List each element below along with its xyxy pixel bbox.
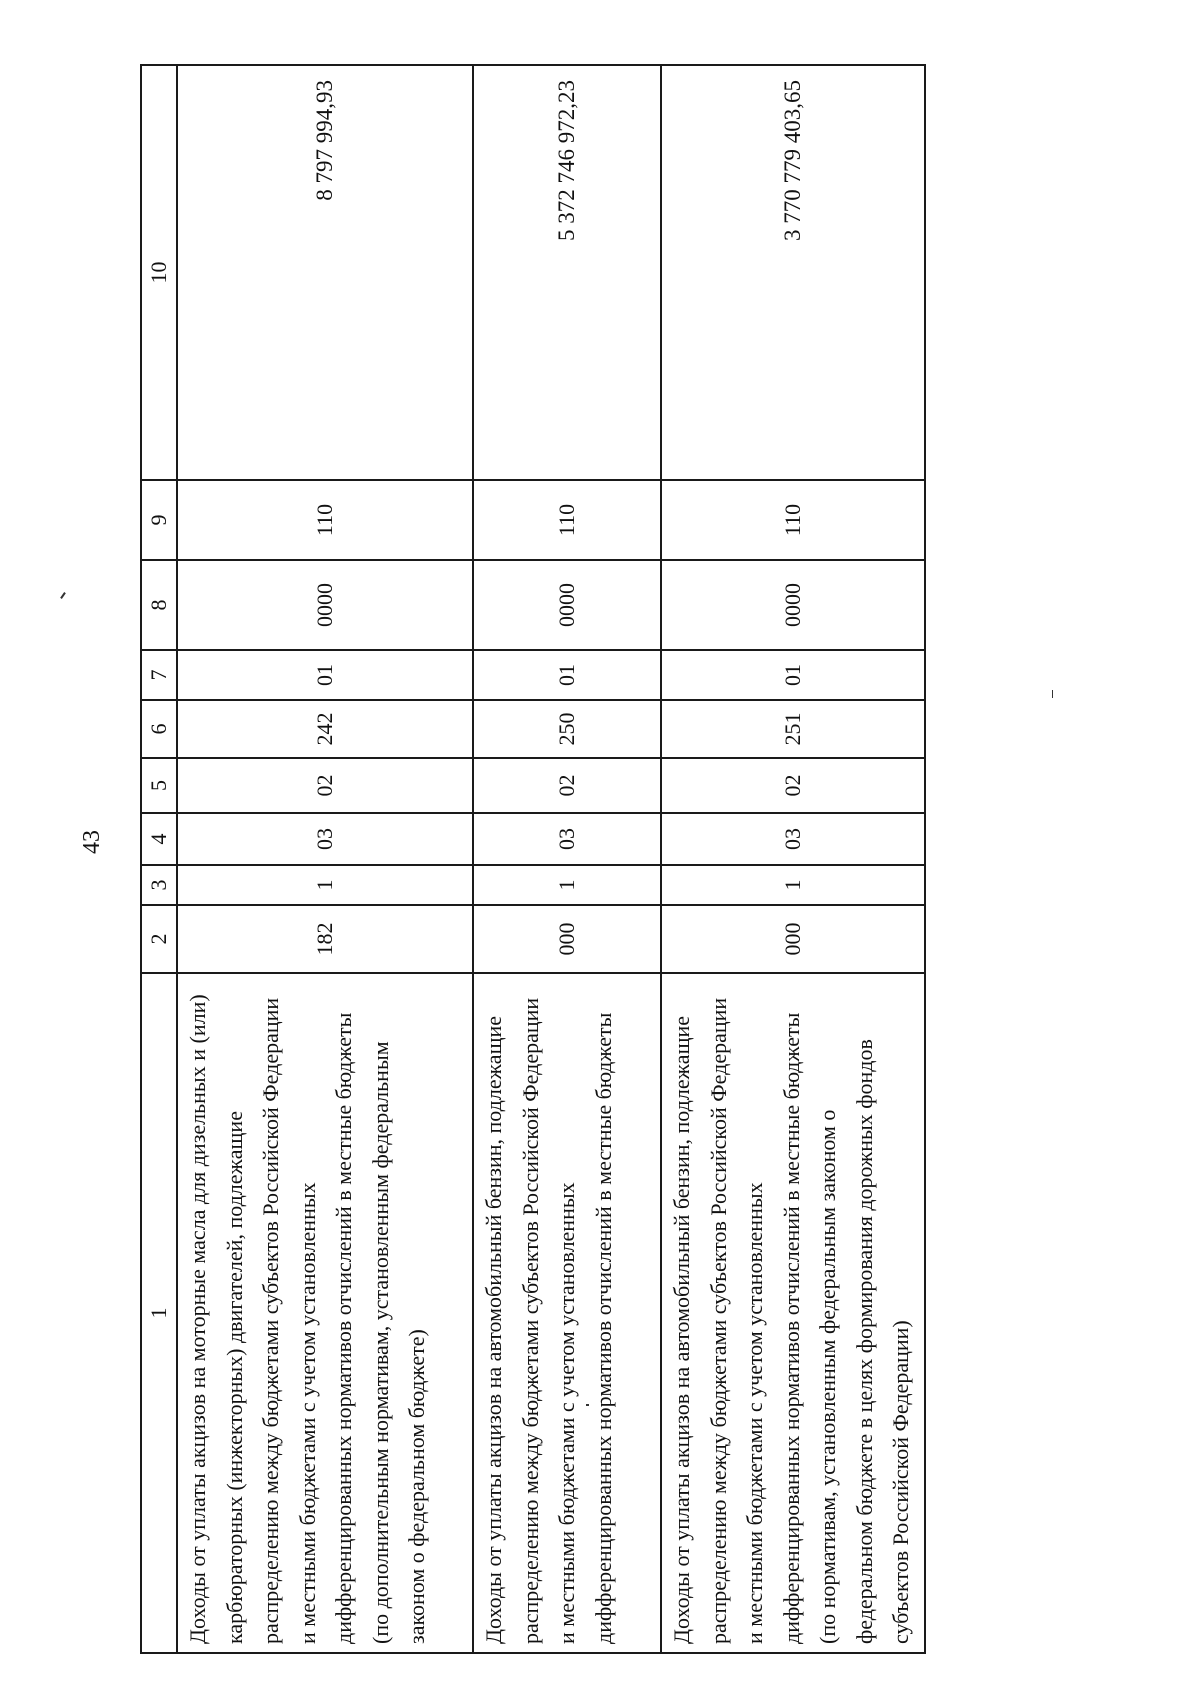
code-cell: 02: [473, 758, 661, 813]
code-cell: 242: [177, 700, 473, 758]
rotated-table-area: [140, 66, 913, 1654]
code-cell: 0000: [473, 560, 661, 650]
code-cell: 250: [473, 700, 661, 758]
header-cell: 5: [141, 758, 177, 813]
header-cell: 4: [141, 813, 177, 865]
code-cell: 000: [473, 905, 661, 973]
code-cell: 03: [473, 813, 661, 865]
code-cell: 02: [661, 758, 925, 813]
code-cell: 01: [177, 650, 473, 700]
scan-speck: [1052, 690, 1053, 698]
code-cell: 1: [473, 865, 661, 905]
row-description: Доходы от уплаты акцизов на автомобильный бензин, подлежащие распределению между бюджетами субъектов Российской Федерации и местными бюджетами с учетом установленных дифференцированных нормативов отчислений в местные бюджеты: [473, 973, 661, 1653]
page-number: 43: [79, 830, 105, 854]
amount-cell: 8 797 994,93: [177, 65, 473, 480]
table-row: [177, 65, 473, 1653]
header-cell: 2: [141, 905, 177, 973]
amount-cell: 5 372 746 972,23: [473, 65, 661, 480]
code-cell: 251: [661, 700, 925, 758]
scan-speck: [60, 592, 66, 599]
code-cell: 110: [661, 480, 925, 560]
code-cell: 03: [177, 813, 473, 865]
table-header-row: [141, 65, 177, 1653]
code-cell: 000: [661, 905, 925, 973]
header-cell: 6: [141, 700, 177, 758]
code-cell: 1: [661, 865, 925, 905]
header-cell: 10: [141, 65, 177, 480]
amount-cell: 3 770 779 403,65: [661, 65, 925, 480]
code-cell: 0000: [661, 560, 925, 650]
header-cell: 8: [141, 560, 177, 650]
code-cell: 01: [473, 650, 661, 700]
code-cell: 03: [661, 813, 925, 865]
code-cell: 0000: [177, 560, 473, 650]
code-cell: 110: [473, 480, 661, 560]
header-cell: 1: [141, 973, 177, 1653]
header-cell: 9: [141, 480, 177, 560]
code-cell: 02: [177, 758, 473, 813]
row-description: Доходы от уплаты акцизов на автомобильный бензин, подлежащие распределению между бюджетами субъектов Российской Федерации и местными бюджетами с учетом установленных дифференцированных нормативов отчислений в местные бюджеты (по нормативам, установленным федеральным законом о федеральном бюджете в целях формирования дорожных фондов субъектов Российской Федерации): [661, 973, 925, 1653]
code-cell: 182: [177, 905, 473, 973]
table-row: [473, 65, 661, 1653]
header-cell: 7: [141, 650, 177, 700]
budget-revenue-table: [140, 64, 926, 1654]
code-cell: 110: [177, 480, 473, 560]
table-row: [661, 65, 925, 1653]
rotated-table-frame: [140, 66, 913, 1654]
header-cell: 3: [141, 865, 177, 905]
code-cell: 01: [661, 650, 925, 700]
row-description: Доходы от уплаты акцизов на моторные масла для дизельных и (или) карбюраторных (инжекторных) двигателей, подлежащие распределению между бюджетами субъектов Российской Федерации и местными бюджетами с учетом установленных дифференцированных нормативов отчислений в местные бюджеты (по дополнительным нормативам, установленным федеральным законом о федеральном бюджете): [177, 973, 473, 1653]
code-cell: 1: [177, 865, 473, 905]
